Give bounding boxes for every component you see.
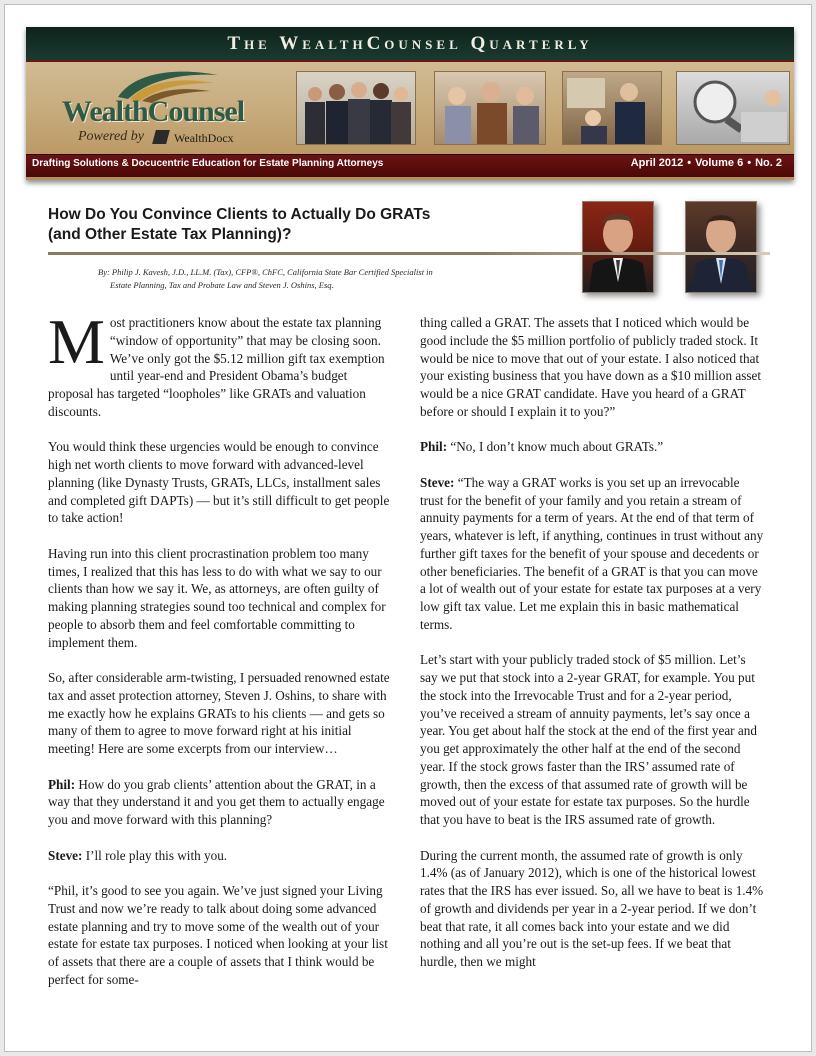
article-column-left [48,306,393,1006]
paragraph-text: How do you grab clients’ attention about the GRAT, in a way that they understand it and you get them to actually engage you and move forward with this planning? [48,776,385,827]
newsletter-title: The WealthCounsel Quarterly [227,33,593,54]
paragraph [420,474,765,634]
powered-by-label: Powered by [78,129,144,144]
paragraph: During the current month, the assumed rate of growth is only 1.4% (as of January 2012), which is one of the historical lowest rates that the IRS has ever issued. So, all we have to beat is 1.4% of growth and dividends per year in a 2-year period. If we don’t beat that rate, it all comes back into your estate and we did nothing and all you’re out is the set-up fees. If we beat that hurdle, then we might [420,847,764,969]
speaker-label: Phil: [48,776,76,792]
article-title-line-1: How Do You Convince Clients to Actually Do GRATs [48,206,431,223]
article-title [48,205,488,245]
paragraph [48,847,393,865]
paragraph-text: “The way a GRAT works is you set up an irrevocable trust for the benefit of your family and you retain a stream of annuity payments for a term of years. At the end of that term of years, whatever is left, if anything, continues in trust without any further gift taxes for the benefit of your spouse and decedents or other beneficiaries. The benefit of a GRAT is that you can move a lot of wealth out of your estate for estate tax purposes at a very low gift tax value. Let me explain this in basic mathematical terms. [420,474,764,632]
paragraph [48,776,393,829]
issue-volume: Volume 6 [695,157,744,169]
paragraph-text: I’ll role play this with you. [85,847,228,863]
drop-cap: M [48,306,105,377]
speaker-label: Phil: [420,439,448,455]
wealthcounsel-logo: WealthCounsel [62,95,245,128]
speaker-label: Steve: [420,474,455,490]
paragraph: So, after considerable arm-twisting, I persuaded renowned estate tax and asset protection attorney, Steven J. Oshins, to share with me exactly how he explains GRATs to his clients — and gets so many of them to agree to move forward right at his initial meeting! Here are some excerpts from our interview… [48,670,390,756]
bullet-separator: • [747,157,752,169]
article-byline [98,266,538,292]
issue-info [631,157,782,169]
masthead-banner [26,27,794,180]
masthead-photo-meeting [434,71,546,145]
bullet-separator: • [687,157,692,169]
wealthdocx-brand: WealthDocx [174,131,234,145]
byline-line-1: By: Philip J. Kavesh, J.D., LL.M. (Tax), CFP®, ChFC, California State Bar Certified Specialist in [98,267,433,277]
article-title-line-2: (and Other Estate Tax Planning)? [48,226,292,243]
section-divider [48,252,770,255]
paragraph [420,438,765,456]
issue-date: April 2012 [630,157,684,169]
issue-number: No. 2 [755,157,782,169]
paragraph: Let’s start with your publicly traded stock of $5 million. Let’s say we put that stock into a 2-year GRAT, for example. You put the stock into the Irrevocable Trust and for a 2-year period, you’ve received a stream of annuity payments, let’s say once a year. You get about half the stock at the end of the first year and you get approximately the other half at the end of the second year. If the stock grows faster than the IRS’ assumed rate of growth, then the excess of that assumed rate of growth will be moved out of your estate for estate tax purposes. So the hurdle that you have to beat is the IRS assumed rate of growth. [420,652,757,827]
article-column-right [420,314,765,989]
masthead-photo-team [296,71,416,145]
paragraph-text: ost practitioners know about the estate tax planning “window of opportunity” that may be closing soon. We’ve only got the $5.12 million gift tax exemption until year-end and President Obama’s budget proposal has targeted “loopholes” like GRATs and valuation discounts. [48,315,385,419]
paragraph: thing called a GRAT. The assets that I noticed which would be good include the $5 million portfolio of publicly traded stock. It would be nice to move that out of your estate. I also noticed that your existing business that you have down as a $10 million asset would be a nice GRAT candidate. Have you heard of a GRAT before or should I explain it to you?” [420,315,762,419]
paragraph: Having run into this client procrastination problem too many times, I realized that this has less to do with what we say to our clients than how we say it. We, as attorneys, are often guilty of making planning strategies sound too technical and complex for people to absorb them and feel comfortable committing to implement them. [48,545,386,650]
newsletter-page [4,4,812,1052]
paragraph: You would think these urgencies would be enough to convince high net worth clients to move forward with advanced-level planning (like Dynasty Trusts, GRATs, LLCs, installment sales and completed gift DAPTs) — but it’s still difficult to get people to take action! [48,439,390,526]
paragraph: “Phil, it’s good to see you again. We’ve just signed your Living Trust and now we’re ready to talk about doing some advanced estate planning and try to move some of the wealth out of your estate for estate tax purposes. I noticed when looking at your list of assets that there are a couple of assets that I think would be perfect for some- [48,883,388,987]
masthead-tagline: Drafting Solutions & Docucentric Education for Estate Planning Attorneys [32,158,384,169]
byline-line-2: Estate Planning, Tax and Probate Law and Steven J. Oshins, Esq. [110,280,334,290]
wealthdocx-mark-icon [152,130,170,144]
paragraph-text: “No, I don’t know much about GRATs.” [450,439,664,455]
masthead-photo-computer [676,71,790,145]
masthead-photo-office [562,71,662,145]
author-portrait-kavesh [582,201,654,293]
speaker-label: Steve: [48,847,83,863]
author-portrait-oshins [685,201,757,293]
paragraph [48,306,393,421]
